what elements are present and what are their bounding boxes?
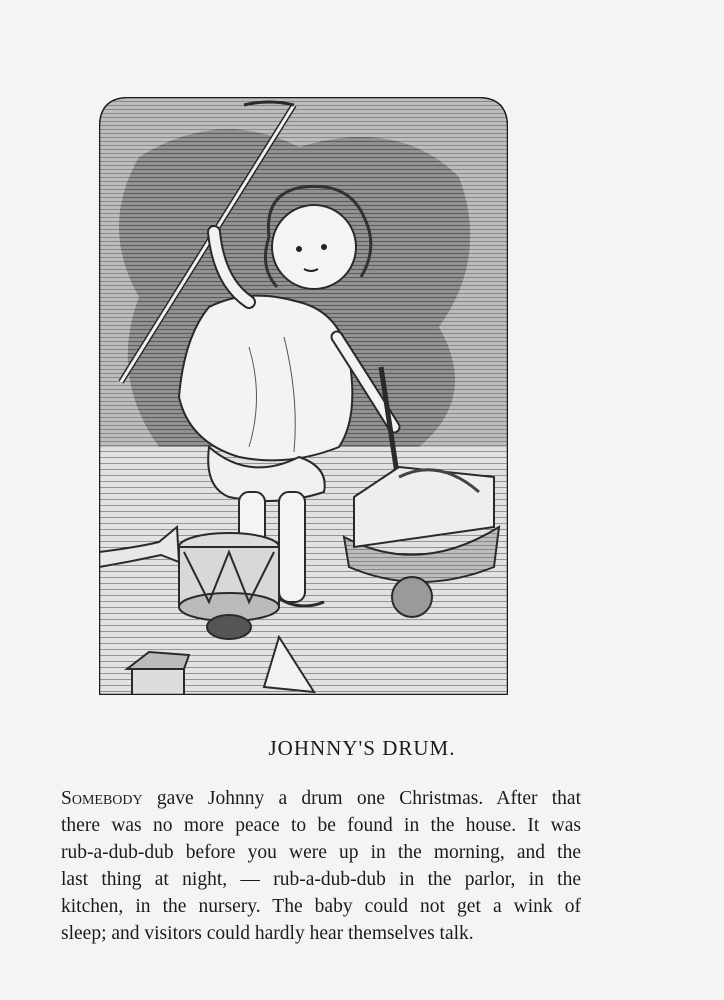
story-title: JOHNNY'S DRUM. bbox=[268, 736, 456, 760]
paragraph-line-2: there was no more peace to be found in the house. It was bbox=[61, 815, 581, 836]
child-head bbox=[272, 205, 356, 289]
paragraph-line-5: kitchen, in the nursery. The baby could not get a wink of bbox=[61, 896, 581, 917]
opening-word: Somebody bbox=[61, 788, 143, 809]
paragraph-line-4: last thing at night, — rub-a-dub-dub in the parlor, in the bbox=[61, 869, 581, 890]
toy-drum bbox=[179, 533, 279, 621]
toy-ball bbox=[392, 577, 432, 617]
line-1-text: gave Johnny a drum one Christmas. After that bbox=[142, 788, 581, 809]
right-leg bbox=[279, 492, 305, 602]
paragraph-line-1 bbox=[61, 785, 581, 812]
shoe bbox=[207, 615, 251, 639]
paragraph-line-6: sleep; and visitors could hardly hear themselves talk. bbox=[61, 923, 474, 944]
paragraph-line-3: rub-a-dub-dub before you were up in the morning, and the bbox=[61, 842, 581, 863]
engraving-illustration bbox=[99, 97, 508, 695]
story-paragraph bbox=[61, 785, 581, 947]
child-dress bbox=[179, 296, 352, 461]
